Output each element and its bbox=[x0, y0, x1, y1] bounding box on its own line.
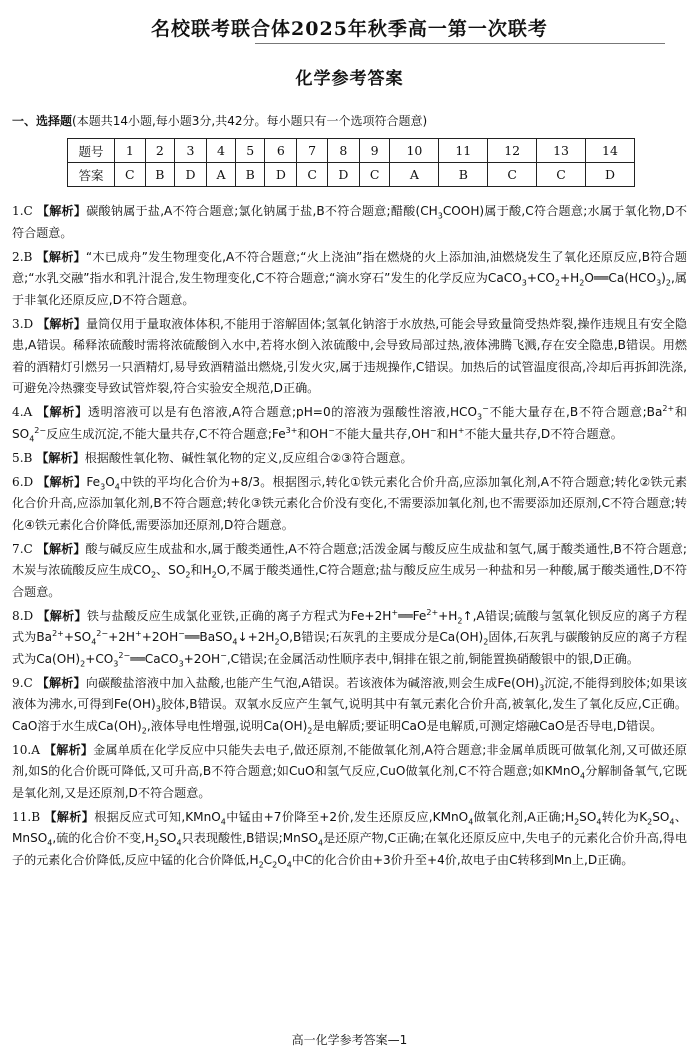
question-number-cell: 5 bbox=[235, 139, 264, 163]
analysis-tag: 【解析】 bbox=[36, 450, 85, 465]
page-title: 名校联考联合体2025年秋季高一第一次联考 bbox=[151, 18, 548, 40]
item-answer-number: 3.D bbox=[12, 316, 34, 331]
row-label-number: 题号 bbox=[68, 139, 115, 163]
answer-cell: C bbox=[297, 163, 328, 187]
analysis-tag: 【解析】 bbox=[37, 316, 86, 331]
answer-cell: D bbox=[265, 163, 297, 187]
explanation-item bbox=[12, 472, 687, 537]
question-number-cell: 9 bbox=[359, 139, 390, 163]
analysis-tag: 【解析】 bbox=[36, 541, 86, 556]
question-number-cell: 12 bbox=[488, 139, 537, 163]
answer-cell: B bbox=[235, 163, 264, 187]
question-number-cell: 4 bbox=[206, 139, 235, 163]
answer-cell: C bbox=[359, 163, 390, 187]
item-answer-number: 8.D bbox=[12, 608, 34, 623]
question-number-cell: 3 bbox=[175, 139, 207, 163]
explanation-item bbox=[12, 201, 687, 244]
title-divider bbox=[255, 43, 665, 44]
answer-cell: C bbox=[115, 163, 146, 187]
question-number-cell: 10 bbox=[390, 139, 439, 163]
question-number-cell: 13 bbox=[537, 139, 586, 163]
answer-cell: C bbox=[537, 163, 586, 187]
analysis-tag: 【解析】 bbox=[36, 675, 86, 690]
question-number-cell: 1 bbox=[115, 139, 146, 163]
analysis-tag: 【解析】 bbox=[36, 249, 86, 264]
answer-cell: D bbox=[586, 163, 635, 187]
section-description: (本题共14小题,每小题3分,共42分。每小题只有一个选项符合题意) bbox=[72, 114, 428, 128]
explanation-item bbox=[12, 247, 687, 312]
answer-cell: C bbox=[488, 163, 537, 187]
question-number-cell: 14 bbox=[586, 139, 635, 163]
answer-cell: B bbox=[145, 163, 174, 187]
explanation-item bbox=[12, 606, 687, 671]
analysis-text: 酸与碱反应生成盐和水,属于酸类通性,A不符合题意;活泼金属与酸反应生成盐和氢气,属于酸类通性,B不符合题意;木炭与浓硫酸反应生成$CO_2$、$SO_2$和$H_2O$,不属于酸类通性,C符合题意;盐与酸反应生成另一种盐和另一种酸,属于酸类通性,D不符合题意。 bbox=[12, 541, 687, 599]
item-answer-number: 1.C bbox=[12, 204, 33, 218]
question-number-cell: 2 bbox=[145, 139, 174, 163]
analysis-text: 铁与盐酸反应生成氯化亚铁,正确的离子方程式为$Fe+2H^+══Fe^{2+}+H_2↑,A$错误;硫酸与氢氧化钡反应的离子方程式为$Ba^{2+}+SO_4^{2-}+2H^++2OH^-══BaSO_4↓+2H_2O,B$错误;石灰乳的主要成分是$Ca(OH)_2$固体,石灰乳与碳酸钠反应的离子方程式为$Ca(OH)_2+CO_3^{2-}══CaCO_3+2OH^-,C$错误;在金属活动性顺序表中,铜排在银之前,铜能置换硝酸银中的银,D正确。 bbox=[12, 607, 687, 668]
analysis-text: 透明溶液可以是有色溶液,A符合题意;pH=0的溶液为强酸性溶液$,HCO_3^-$不能大量存在,B不符合题意$;Ba^{2+}$和$SO_4^{2-}$反应生成沉淀,不能大量共存,C不符合题意$;Fe^{3+}$和OH−不能大量共存,OH−和H+不能大量共存,D不符合题意。 bbox=[12, 403, 687, 443]
explanation-item bbox=[12, 539, 687, 604]
analysis-text: $Fe_3O_4$中铁的平均化合价为+8/3。根据图示,转化①铁元素化合价升高,应添加氧化剂,A不符合题意;转化②铁元素化合价升高,应添加氧化剂,B不符合题意;转化③铁元素化合价没有变化,不需要添加氧化剂,也不需要添加还原剂,C不符合题意;转化④铁元素化合价降低,需要添加还原剂,D符合题意。 bbox=[12, 474, 687, 532]
question-number-cell: 8 bbox=[327, 139, 359, 163]
item-answer-number: 2.B bbox=[12, 249, 33, 264]
answer-row bbox=[68, 163, 635, 187]
item-answer-number: 10.A bbox=[12, 742, 40, 757]
item-answer-number: 4.A bbox=[12, 405, 33, 419]
analysis-tag: 【解析】 bbox=[37, 608, 87, 623]
analysis-text: 量筒仅用于量取液体体积,不能用于溶解固体;氢氧化钠溶于水放热,可能会导致量筒受热炸裂,操作违规且有安全隐患,A错误。稀释浓硫酸时需将浓硫酸倒入水中,若将水倒入浓硫酸中,会导致局部过热,液体沸腾飞溅,存在安全隐患,B错误。用燃着的酒精灯引燃另一只酒精灯,易导致酒精溢出燃烧,引发火灾,属于违规操作,C错误。加热后的试管温度很高,冷却后再拆卸洗涤,可避免冷热骤变导致试管炸裂,符合实验安全规范,D正确。 bbox=[12, 316, 687, 395]
explanation-item bbox=[12, 448, 687, 470]
row-label-answer: 答案 bbox=[68, 163, 115, 187]
answer-table bbox=[67, 138, 635, 187]
explanation-item bbox=[12, 740, 687, 805]
section-label: 一、选择题 bbox=[12, 114, 73, 128]
page-subtitle: 化学参考答案 bbox=[295, 69, 404, 89]
analysis-text: 根据酸性氧化物、碱性氧化物的定义,反应组合②③符合题意。 bbox=[84, 450, 413, 465]
section-heading bbox=[12, 112, 427, 129]
explanation-item bbox=[12, 402, 687, 445]
item-answer-number: 11.B bbox=[12, 809, 41, 824]
analysis-tag: 【解析】 bbox=[36, 405, 88, 419]
explanation-list bbox=[12, 201, 687, 874]
answer-cell: B bbox=[439, 163, 488, 187]
item-answer-number: 5.B bbox=[12, 450, 33, 465]
question-number-row bbox=[68, 139, 635, 163]
answer-cell: D bbox=[175, 163, 207, 187]
question-number-cell: 6 bbox=[265, 139, 297, 163]
item-answer-number: 9.C bbox=[12, 675, 33, 690]
question-number-cell: 7 bbox=[297, 139, 328, 163]
explanation-item bbox=[12, 673, 687, 738]
question-number-cell: 11 bbox=[439, 139, 488, 163]
analysis-tag: 【解析】 bbox=[44, 742, 94, 757]
explanation-item bbox=[12, 314, 687, 400]
analysis-text: 碳酸钠属于盐,A不符合题意;氯化钠属于盐,B不符合题意;醋酸$(CH_3COOH)$属于酸,C符合题意;水属于氧化物,D不符合题意。 bbox=[12, 204, 687, 240]
analysis-text: “木已成舟”发生物理变化,A不符合题意;“火上浇油”指在燃烧的火上添加油,油燃烧发生了氧化还原反应,B符合题意;“水乳交融”指水和乳汁混合,发生物理变化,C不符合题意;“滴水穿石”发生的化学反应为$CaCO_3+CO_2+H_2O══Ca(HCO_3)_2$,属于非氧化还原反应,D不符合题意。 bbox=[12, 249, 687, 307]
analysis-text: 向碳酸盐溶液中加入盐酸,也能产生气泡,A错误。若该液体为碱溶液,则会生成$Fe(OH)_3$沉淀,不能得到胶体;如果该液体为沸水,可得到$Fe(OH)_3$胶体,B错误。双氧水反应产生氧气,说明其中有氧元素化合价升高,被氧化,发生了氧化反应,C正确。CaO溶于水生成$Ca(OH)_2$,液体导电性增强,说明$Ca(OH)_2$是电解质;要证明CaO是电解质,可测定熔融CaO是否导电,D错误。 bbox=[12, 675, 687, 735]
analysis-tag: 【解析】 bbox=[36, 204, 87, 218]
page-footer: 高一化学参考答案—1 bbox=[291, 1033, 408, 1047]
answer-cell: A bbox=[390, 163, 439, 187]
analysis-text: 根据反应式可知,KMnO$_4$中锰由+7价降至+2价,发生还原反应,KMnO$_4$做氧化剂,A正确$;H_2SO_4$转化为$K_2SO_4$、MnSO$_4$,硫的化合价不变$,H_2SO_4$只表现酸性,B错误;MnSO$_4$是还原产物,C正确;在氧化还原反应中,失电子的元素化合价升高,得电子的元素化合价降低,反应中锰的化合价降低$,H_2C_2O_4$中C的化合价由+3价升至+4价,故电子由C转移到Mn上,D正确。 bbox=[12, 809, 687, 869]
analysis-tag: 【解析】 bbox=[44, 809, 95, 824]
item-answer-number: 6.D bbox=[12, 474, 34, 489]
item-answer-number: 7.C bbox=[12, 541, 33, 556]
answer-cell: D bbox=[327, 163, 359, 187]
analysis-text: 金属单质在化学反应中只能失去电子,做还原剂,不能做氧化剂,A符合题意;非金属单质既可做氧化剂,又可做还原剂,如S的化合价既可降低,又可升高,B不符合题意;如CuO和氢气反应,CuO做氧化剂,C不符合题意;如KMnO$_4$分解制备氧气,它既是氧化剂,又是还原剂,D不符合题意。 bbox=[12, 742, 687, 800]
answer-cell: A bbox=[206, 163, 235, 187]
explanation-item bbox=[12, 807, 687, 872]
analysis-tag: 【解析】 bbox=[37, 474, 87, 489]
